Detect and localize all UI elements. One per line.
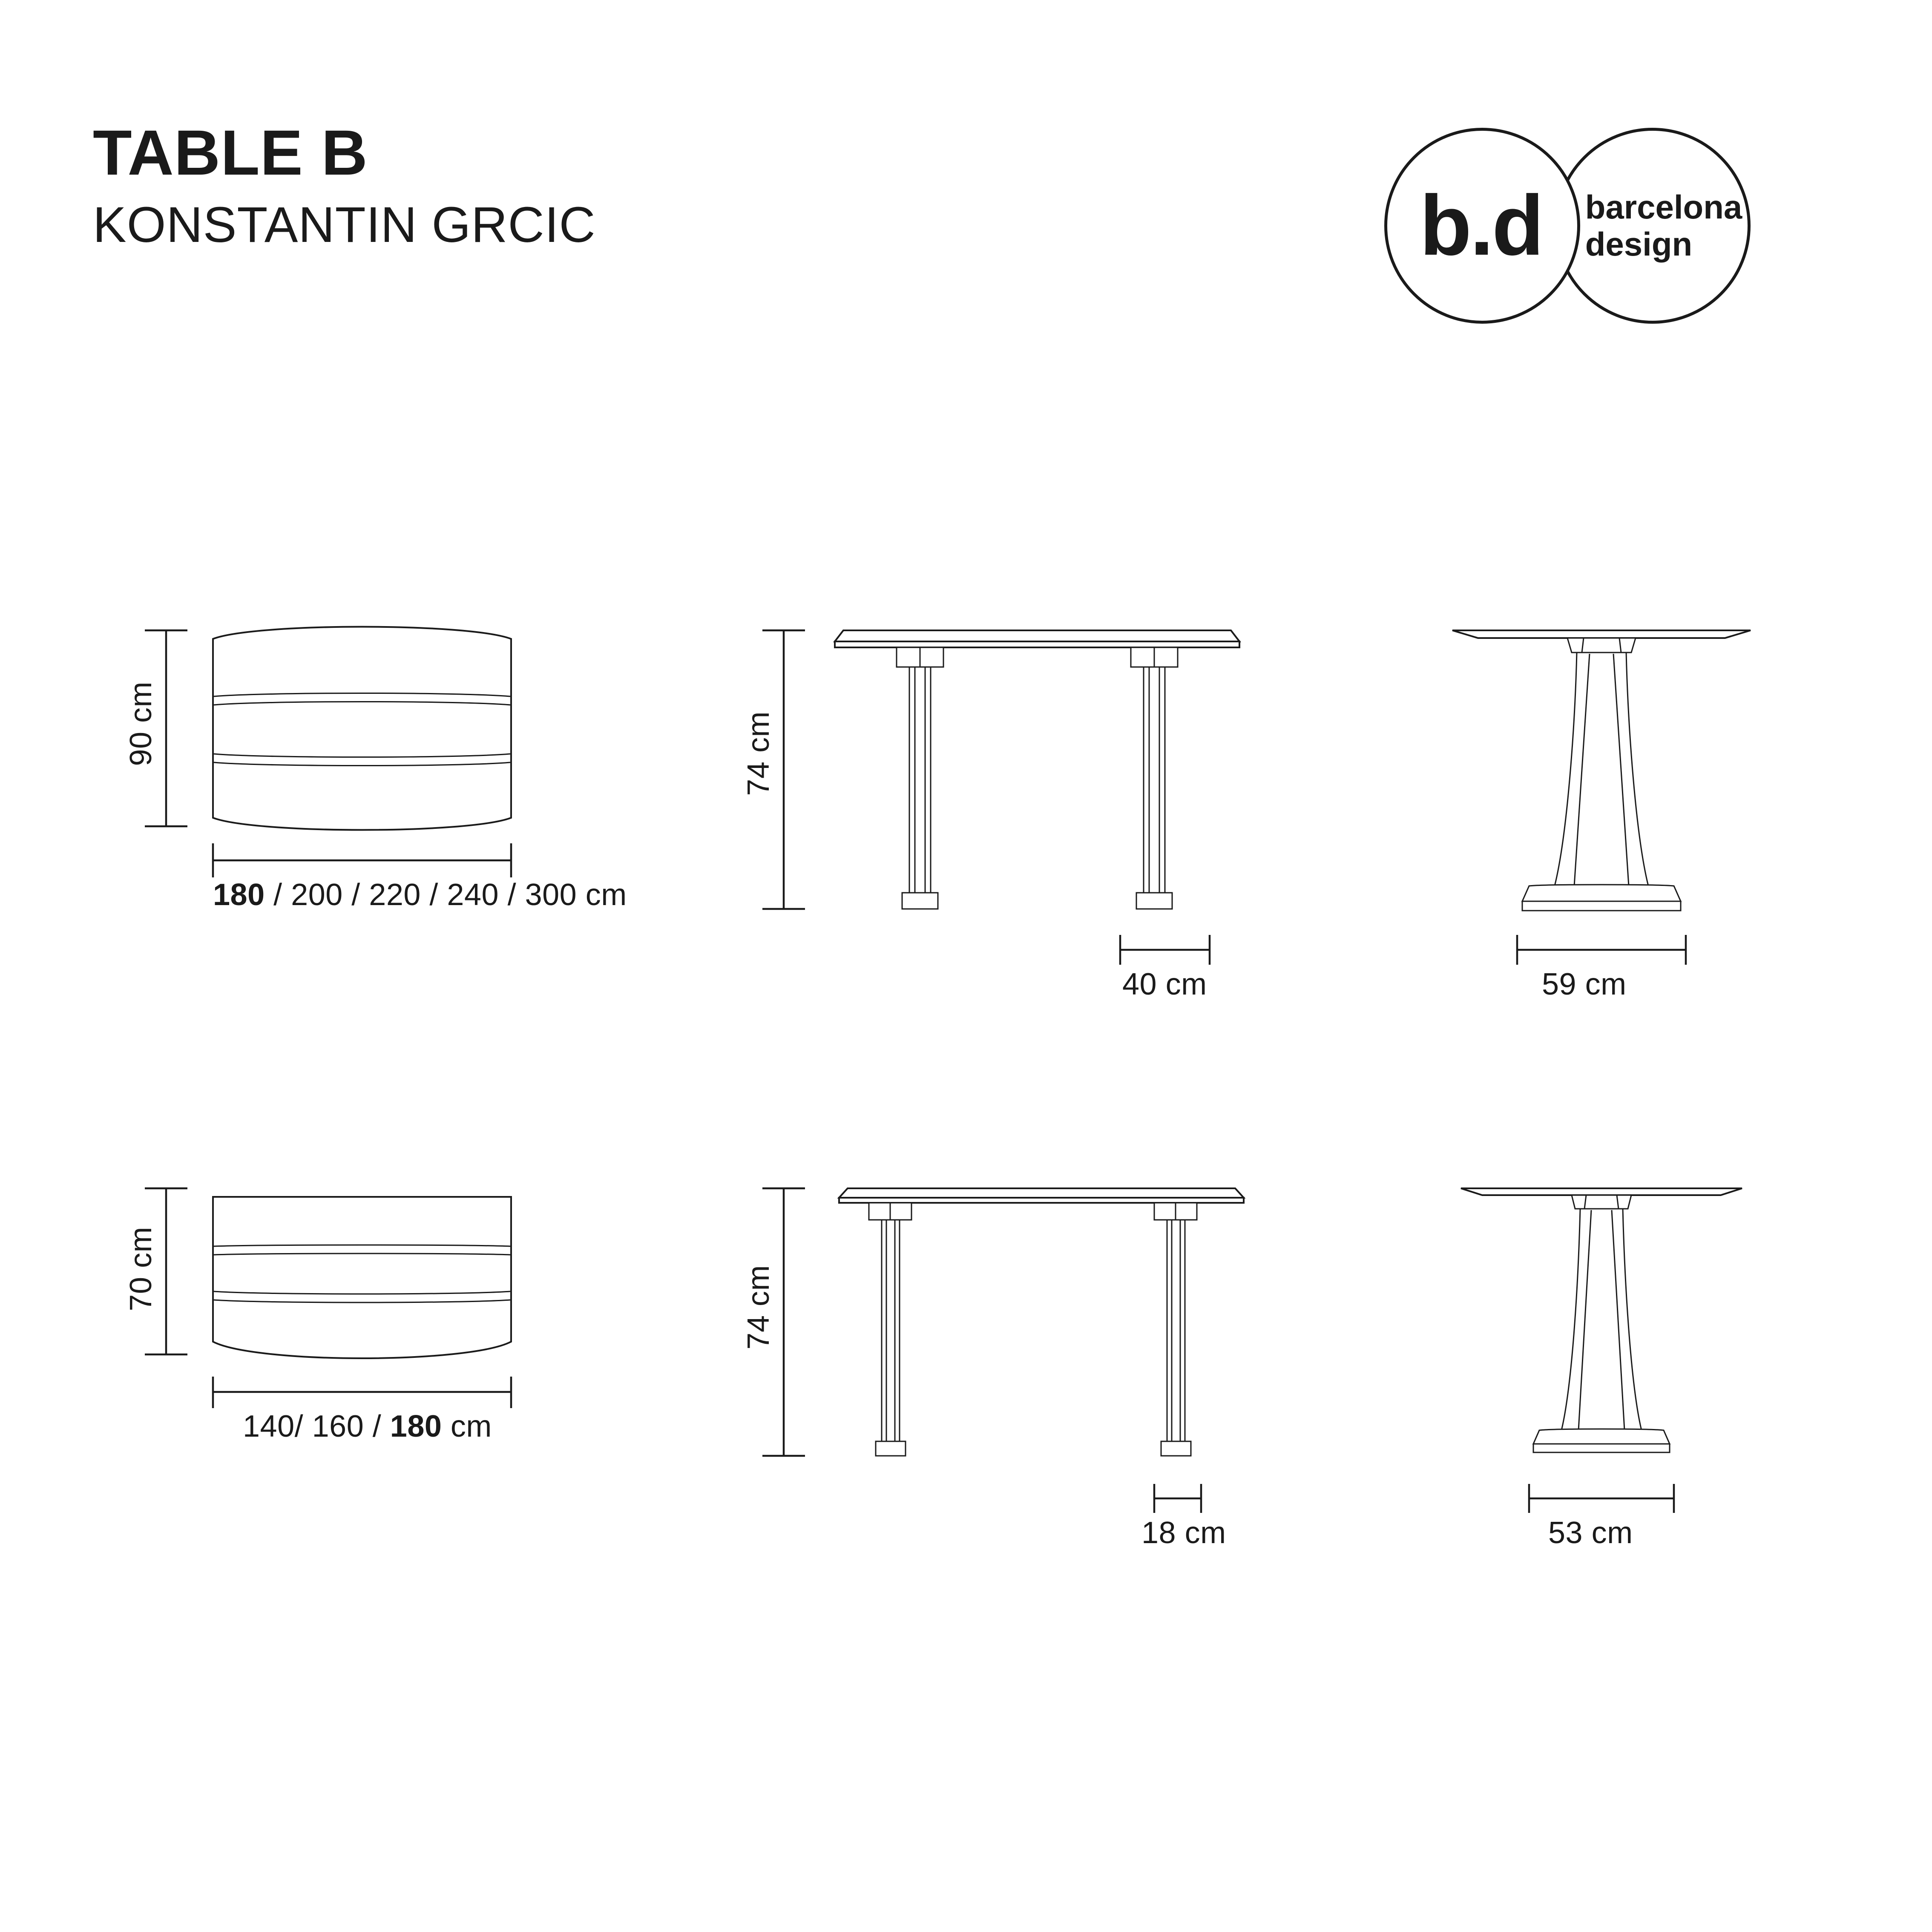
top-view-large-height-label: 90 cm (124, 681, 158, 766)
logo-mark: b.d (1420, 178, 1542, 273)
top-view-large-width-bold: 180 (213, 878, 265, 912)
top-view-small (124, 1171, 681, 1555)
top-view-small-width-label (243, 1409, 492, 1444)
top-view-small-width-bold: 180 (390, 1409, 442, 1443)
top-view-large-width-rest: / 200 / 220 / 240 / 300 cm (264, 878, 627, 912)
front-view-small (742, 1171, 1384, 1555)
front-view-small-detail-label: 18 cm (1141, 1516, 1226, 1550)
top-view-large-width-label (213, 877, 627, 912)
header (0, 0, 1932, 383)
top-view-large-svg (128, 613, 681, 997)
side-view-small-svg (1427, 1171, 1810, 1555)
front-view-large-detail-label: 40 cm (1122, 967, 1207, 1001)
front-view-large (742, 613, 1384, 1001)
front-view-large-svg (745, 613, 1384, 997)
side-view-small-detail-label: 53 cm (1548, 1516, 1633, 1550)
side-view-large-detail-label: 59 cm (1542, 967, 1627, 1001)
logo-wordmark-circle (1555, 128, 1751, 324)
logo-wordmark-line1: barcelona (1585, 188, 1742, 226)
page-title: TABLE B (93, 117, 368, 188)
top-view-small-width-prefix: 140/ 160 / (243, 1409, 390, 1443)
top-view-small-svg (128, 1171, 681, 1555)
drawings-area (0, 383, 1932, 1661)
designer-name: KONSTANTIN GRCIC (93, 196, 596, 253)
title-block (93, 119, 596, 253)
logo-wordmark-line2: design (1585, 225, 1693, 263)
side-view-large-svg (1427, 613, 1810, 997)
front-view-small-height-label: 74 cm (742, 1265, 776, 1350)
top-view-small-height-label: 70 cm (124, 1227, 158, 1311)
side-view-small (1427, 1171, 1810, 1555)
logo-mark-circle (1384, 128, 1580, 324)
side-view-large (1427, 613, 1810, 1001)
front-view-small-svg (745, 1171, 1384, 1555)
brand-logo (1384, 128, 1844, 341)
top-view-large (124, 613, 681, 997)
front-view-large-height-label: 74 cm (742, 711, 776, 796)
drawing-row-large (0, 613, 1932, 1167)
logo-wordmark (1585, 189, 1742, 263)
top-view-small-width-suffix: cm (442, 1409, 492, 1443)
drawing-row-small (0, 1171, 1932, 1725)
